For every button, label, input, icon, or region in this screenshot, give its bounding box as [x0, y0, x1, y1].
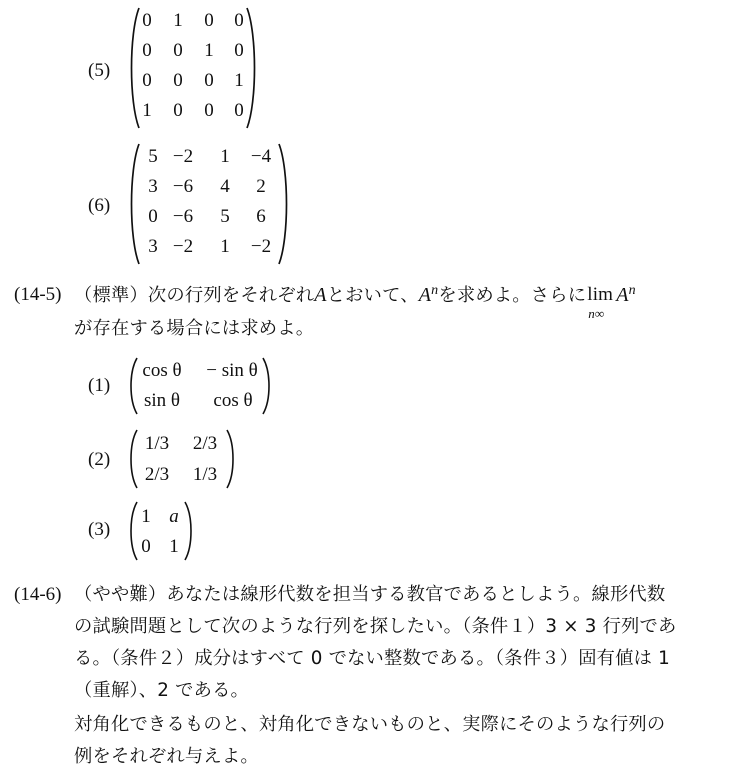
matrix-2-cell: 2/3: [192, 433, 218, 454]
matrix-6-cell: −6: [172, 206, 194, 227]
matrix-3-cell: 1: [169, 536, 179, 557]
matrix-5-cell: 0: [204, 10, 214, 31]
matrix-5-cell: 1: [173, 10, 183, 31]
matrix-6-cell: 3: [148, 176, 158, 197]
matrix-5-cell: 0: [142, 40, 152, 61]
matrix-6-cell: −2: [172, 146, 194, 167]
matrix-1-cell: sin θ: [143, 390, 181, 411]
matrix-5-cell: 0: [142, 70, 152, 91]
matrix-5-cell: 0: [234, 10, 244, 31]
subproblem-2-label: (2): [88, 449, 111, 470]
matrix-5-cell: 0: [234, 100, 244, 121]
problem-14-5-line-1: （標準）次の行列をそれぞれAとおいて、$A^n$を求めよ。さらに lim n∞ $A^n$: [74, 283, 636, 321]
matrix-5-cell: 1: [142, 100, 152, 121]
right-paren: [225, 428, 237, 490]
right-paren: [183, 500, 195, 562]
matrix-6-cell: 6: [256, 206, 266, 227]
matrix-1-cell: cos θ: [142, 360, 182, 381]
matrix-5-cell: 1: [204, 40, 214, 61]
problem-14-6-para2-line-1: 対角化できるものと、対角化できないものと、実際にそのような行列の: [74, 714, 666, 735]
matrix-5-cell: 0: [173, 100, 183, 121]
matrix-5-cell: 0: [142, 10, 152, 31]
matrix-5-label: (5): [88, 60, 111, 81]
matrix-3-cell: 0: [141, 536, 151, 557]
matrix-2-cell: 1/3: [144, 433, 170, 454]
matrix-5-cell: 0: [204, 100, 214, 121]
matrix-2-cell: 2/3: [144, 464, 170, 485]
problem-14-6-line-2: の試験問題として次のような行列を探したい。（条件１）3 × 3 行列であ: [74, 616, 677, 637]
matrix-6-cell: 0: [148, 206, 158, 227]
matrix-5-cell: 0: [173, 70, 183, 91]
problem-14-6-number: (14-6): [14, 584, 62, 605]
problem-14-5-line-2: が存在する場合には求めよ。: [74, 318, 315, 339]
matrix-6-cell: 5: [220, 206, 230, 227]
matrix-6-cell: 5: [148, 146, 158, 167]
matrix-3-cell: 1: [141, 506, 151, 527]
matrix-5-cell: 0: [204, 70, 214, 91]
subproblem-1-label: (1): [88, 375, 111, 396]
matrix-6-cell: −4: [250, 146, 272, 167]
right-paren: [277, 142, 291, 266]
problem-14-6-line-4: （重解）、2 である。: [74, 680, 250, 701]
matrix-1-cell: − sin θ: [206, 360, 258, 381]
matrix-2-cell: 1/3: [192, 464, 218, 485]
matrix-2: [127, 428, 237, 490]
matrix-6-cell: −6: [172, 176, 194, 197]
matrix-1: [127, 356, 273, 416]
matrix-6: [127, 142, 291, 266]
matrix-6-cell: 3: [148, 236, 158, 257]
matrix-3: [127, 500, 195, 562]
matrix-6-cell: −2: [172, 236, 194, 257]
matrix-6-label: (6): [88, 195, 111, 216]
matrix-5-cell: 1: [234, 70, 244, 91]
matrix-5-cell: 0: [234, 40, 244, 61]
limit-operator: lim n∞: [587, 284, 614, 321]
problem-14-6-para2-line-2: 例をそれぞれ与えよ。: [74, 746, 259, 767]
problem-14-6-line-1: （やや難）あなたは線形代数を担当する教官であるとしよう。線形代数: [74, 584, 666, 605]
matrix-6-cell: 4: [220, 176, 230, 197]
problem-14-6-line-3: る。（条件２）成分はすべて 0 でない整数である。（条件３）固有値は 1: [74, 648, 670, 669]
matrix-6-cell: −2: [250, 236, 272, 257]
matrix-1-cell: cos θ: [213, 390, 253, 411]
matrix-3-cell: a: [169, 506, 179, 527]
matrix-6-cell: 1: [220, 236, 230, 257]
matrix-5: [127, 6, 259, 130]
matrix-6-cell: 2: [256, 176, 266, 197]
problem-14-5-number: (14-5): [14, 284, 62, 305]
matrix-5-cell: 0: [173, 40, 183, 61]
subproblem-3-label: (3): [88, 519, 111, 540]
matrix-6-cell: 1: [220, 146, 230, 167]
